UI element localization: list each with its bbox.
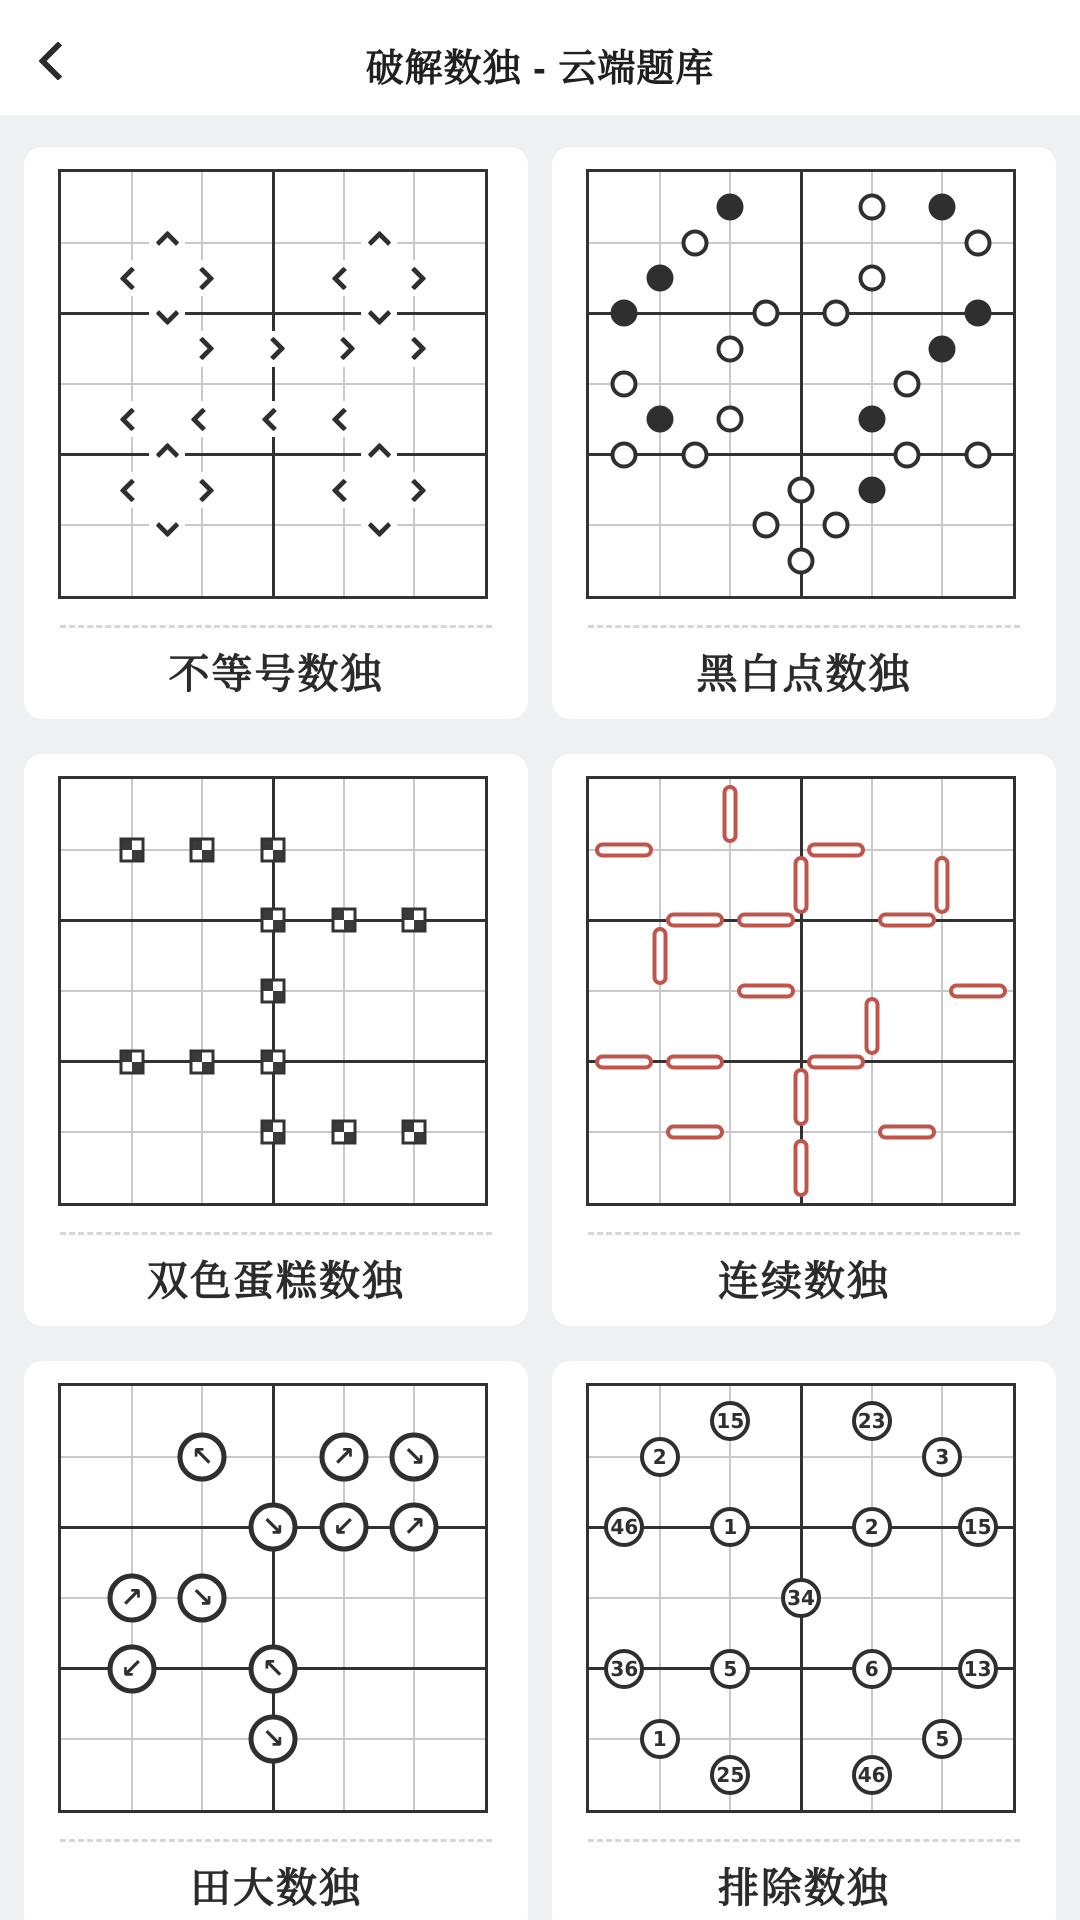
chevron-icon [367,301,391,325]
consecutive-bar [666,1125,724,1140]
black-dot [717,194,744,221]
white-dot [788,547,815,574]
sudoku-grid [58,169,488,599]
chevron-icon [261,337,285,361]
chevron-icon [120,266,144,290]
inequality-sign [361,507,397,543]
puzzle-card-black-white-dot[interactable] [552,147,1056,719]
inequality-sign [361,295,397,331]
chevron-icon [190,337,214,361]
inequality-sign [326,472,362,508]
sudoku-grid [58,1383,488,1813]
consecutive-bar [595,1054,653,1069]
checker-marker [402,908,427,933]
puzzle-card-label: 排除数独 [718,1865,890,1911]
arrow-circle: ↖ [249,1644,298,1693]
sudoku-grid [58,776,488,1206]
chevron-icon [190,266,214,290]
number-circle: 2 [640,1437,680,1477]
puzzle-card-label: 双色蛋糕数独 [147,1258,405,1304]
consecutive-bar [878,913,936,928]
inequality-sign [184,260,220,296]
white-dot [611,371,638,398]
consecutive-bar [737,984,795,999]
arrow-circle: ↘ [249,1503,298,1552]
dashed-divider [588,1839,1020,1842]
chevron-icon [367,513,391,537]
chevron-icon [367,231,391,255]
white-dot [682,229,709,256]
sudoku-grid [586,1383,1016,1813]
number-circle: 5 [922,1719,962,1759]
white-dot [752,512,779,539]
black-dot [964,300,991,327]
puzzle-card-tian-da[interactable] [24,1361,528,1920]
inequality-sign [361,437,397,473]
inequality-sign [255,331,291,367]
chevron-icon [155,231,179,255]
chevron-icon [261,407,285,431]
chevron-icon [155,443,179,467]
inequality-sign [114,472,150,508]
consecutive-bar [652,927,667,985]
consecutive-bar [794,1068,809,1126]
consecutive-bar [723,785,738,843]
chevron-icon [332,478,356,502]
white-dot [894,371,921,398]
consecutive-bar [666,1054,724,1069]
chevron-icon [120,407,144,431]
inequality-sign [184,472,220,508]
inequality-sign [149,295,185,331]
dashed-divider [588,1232,1020,1235]
dashed-divider [60,1839,492,1842]
puzzle-card-two-color-cake[interactable] [24,754,528,1326]
inequality-sign [149,437,185,473]
grid-line [61,453,485,456]
page-title: 破解数独 - 云端题库 [365,48,715,90]
white-dot [752,300,779,327]
chevron-icon [190,407,214,431]
checker-marker [261,837,286,862]
consecutive-bar [794,1139,809,1197]
black-dot [858,477,885,504]
checker-marker [261,979,286,1004]
consecutive-bar [864,997,879,1055]
number-circle: 15 [958,1507,998,1547]
black-dot [929,335,956,362]
inequality-sign [326,331,362,367]
inequality-sign [149,225,185,261]
inequality-sign [184,401,220,437]
inequality-sign [184,331,220,367]
number-circle: 13 [958,1649,998,1689]
checker-marker [119,1049,144,1074]
checker-marker [331,908,356,933]
consecutive-bar [595,842,653,857]
white-dot [858,194,885,221]
checker-marker [190,1049,215,1074]
chevron-icon [402,337,426,361]
chevron-icon [332,266,356,290]
inequality-sign [255,401,291,437]
white-dot [823,300,850,327]
checker-marker [261,1120,286,1145]
white-dot [964,229,991,256]
white-dot [717,406,744,433]
arrow-circle: ↗ [390,1503,439,1552]
number-circle: 6 [852,1649,892,1689]
white-dot [788,477,815,504]
grid-line [589,312,1013,315]
puzzle-card-label: 不等号数独 [168,651,384,697]
chevron-icon [155,513,179,537]
white-dot [682,441,709,468]
puzzle-card-exclusion[interactable] [552,1361,1056,1920]
white-dot [964,441,991,468]
chevron-icon [332,337,356,361]
black-dot [611,300,638,327]
inequality-sign [396,260,432,296]
chevron-icon [332,407,356,431]
chevron-icon [402,266,426,290]
number-circle: 36 [604,1649,644,1689]
sudoku-grid [586,169,1016,599]
grid-line [61,312,485,315]
arrow-circle: ↗ [319,1432,368,1481]
inequality-sign [396,472,432,508]
black-dot [646,406,673,433]
arrow-circle: ↙ [319,1503,368,1552]
inequality-sign [396,331,432,367]
number-circle: 34 [781,1578,821,1618]
puzzle-card-consecutive[interactable] [552,754,1056,1326]
number-circle: 25 [710,1755,750,1795]
checker-marker [261,1049,286,1074]
number-circle: 3 [922,1437,962,1477]
chevron-icon [402,478,426,502]
white-dot [611,441,638,468]
arrow-circle: ↘ [390,1432,439,1481]
consecutive-bar [807,1054,865,1069]
puzzle-card-label: 黑白点数独 [696,651,912,697]
arrow-circle: ↘ [249,1715,298,1764]
number-circle: 5 [710,1649,750,1689]
checker-marker [331,1120,356,1145]
consecutive-bar [878,1125,936,1140]
grid-line [272,172,275,596]
number-circle: 23 [852,1401,892,1441]
checker-marker [261,908,286,933]
consecutive-bar [737,913,795,928]
number-circle: 46 [604,1507,644,1547]
inequality-sign [149,507,185,543]
white-dot [894,441,921,468]
chevron-icon [190,478,214,502]
white-dot [717,335,744,362]
consecutive-bar [949,984,1007,999]
arrow-circle: ↗ [107,1574,156,1623]
arrow-circle: ↖ [178,1432,227,1481]
chevron-icon [155,301,179,325]
number-circle: 46 [852,1755,892,1795]
inequality-sign [114,401,150,437]
consecutive-bar [666,913,724,928]
dashed-divider [588,625,1020,628]
number-circle: 15 [710,1401,750,1441]
black-dot [646,265,673,292]
consecutive-bar [935,856,950,914]
puzzle-card-inequality[interactable] [24,147,528,719]
grid-line [800,172,803,596]
puzzle-card-label: 连续数独 [718,1258,890,1304]
grid-line [589,1667,1013,1670]
inequality-sign [114,260,150,296]
white-dot [823,512,850,539]
chevron-icon [367,443,391,467]
white-dot [858,265,885,292]
checker-marker [119,837,144,862]
number-circle: 1 [640,1719,680,1759]
number-circle: 2 [852,1507,892,1547]
consecutive-bar [794,856,809,914]
inequality-sign [361,225,397,261]
inequality-sign [326,260,362,296]
black-dot [858,406,885,433]
grid-line [589,453,1013,456]
grid-line [589,1526,1013,1529]
checker-marker [402,1120,427,1145]
app-header [0,0,1080,115]
inequality-sign [326,401,362,437]
chevron-icon [120,478,144,502]
dashed-divider [60,625,492,628]
puzzle-card-label: 田大数独 [190,1865,362,1911]
black-dot [929,194,956,221]
consecutive-bar [807,842,865,857]
grid-line [589,919,1013,922]
arrow-circle: ↘ [178,1574,227,1623]
number-circle: 1 [710,1507,750,1547]
sudoku-grid [586,776,1016,1206]
dashed-divider [60,1232,492,1235]
checker-marker [190,837,215,862]
arrow-circle: ↙ [107,1644,156,1693]
